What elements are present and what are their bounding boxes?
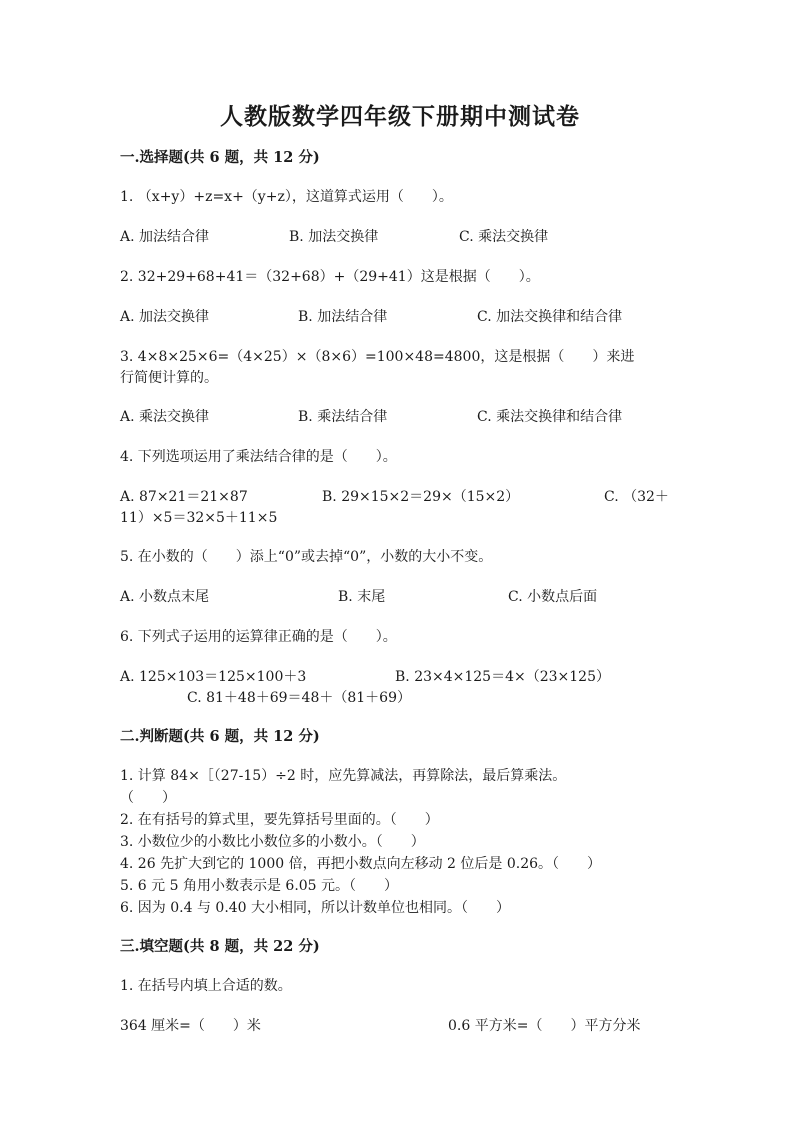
question-6: 6. 下列式子运用的运算律正确的是（ ）。 xyxy=(120,629,397,645)
judge-item-6: 6. 因为 0.4 与 0.40 大小相同，所以计数单位也相同。（ ） xyxy=(120,900,511,916)
q2-option-c: C. 加法交换律和结合律 xyxy=(477,309,623,325)
question-3-line1: 3. 4×8×25×6=（4×25）×（8×6）=100×48=4800，这是根据（ ）来进 xyxy=(120,349,635,365)
q5-option-b: B. 末尾 xyxy=(338,589,386,605)
q4-option-c: C. （32＋ xyxy=(604,489,669,505)
q4-option-b: B. 29×15×2＝29×（15×2） xyxy=(322,489,520,505)
section-heading-choice: 一.选择题(共 6 题，共 12 分) xyxy=(120,149,320,166)
fill-item-left: 364 厘米=（ ）米 xyxy=(120,1018,261,1034)
q6-option-b: B. 23×4×125＝4×（23×125） xyxy=(395,669,610,685)
q2-option-b: B. 加法结合律 xyxy=(298,309,388,325)
q3-option-b: B. 乘法结合律 xyxy=(298,409,388,425)
q6-option-a: A. 125×103＝125×100＋3 xyxy=(120,669,307,685)
q6-option-c: C. 81＋48＋69＝48＋（81＋69） xyxy=(187,690,411,706)
question-2: 2. 32+29+68+41＝（32+68）+（29+41）这是根据（ ）。 xyxy=(120,269,540,285)
judge-item-4: 4. 26 先扩大到它的 1000 倍，再把小数点向左移动 2 位后是 0.26。（ ） xyxy=(120,856,602,872)
q4-option-a: A. 87×21＝21×87 xyxy=(120,489,248,505)
fill-item-right: 0.6 平方米=（ ）平方分米 xyxy=(448,1018,641,1034)
section-heading-judgement: 二.判断题(共 6 题，共 12 分) xyxy=(120,728,320,745)
fill-question-1: 1. 在括号内填上合适的数。 xyxy=(120,978,292,994)
page-title: 人教版数学四年级下册期中测试卷 xyxy=(220,103,580,130)
q1-option-c: C. 乘法交换律 xyxy=(459,229,549,245)
judge-item-3: 3. 小数位少的小数比小数位多的小数小。（ ） xyxy=(120,834,425,850)
q1-option-a: A. 加法结合律 xyxy=(120,229,210,245)
question-1: 1. （x+y）+z=x+（y+z），这道算式运用（ ）。 xyxy=(120,189,453,205)
q3-option-c: C. 乘法交换律和结合律 xyxy=(477,409,623,425)
question-3-line2: 行简便计算的。 xyxy=(120,370,218,386)
judge-item-1: 1. 计算 84×［（27-15）÷2 时，应先算减法，再算除法，最后算乘法。 xyxy=(120,768,567,784)
question-5: 5. 在小数的（ ）添上“0”或去掉“0”，小数的大小不变。 xyxy=(120,549,493,565)
q4-option-c-continued: 11）×5＝32×5＋11×5 xyxy=(120,510,278,526)
judge-item-2: 2. 在有括号的算式里，要先算括号里面的。（ ） xyxy=(120,812,439,828)
q5-option-a: A. 小数点末尾 xyxy=(120,589,210,605)
q3-option-a: A. 乘法交换律 xyxy=(120,409,210,425)
q1-option-b: B. 加法交换律 xyxy=(289,229,379,245)
judge-item-5: 5. 6 元 5 角用小数表示是 6.05 元。（ ） xyxy=(120,878,399,894)
q2-option-a: A. 加法交换律 xyxy=(120,309,210,325)
question-4: 4. 下列选项运用了乘法结合律的是（ ）。 xyxy=(120,449,397,465)
judge-item-1-bracket: （ ） xyxy=(120,790,176,806)
q5-option-c: C. 小数点后面 xyxy=(508,589,598,605)
section-heading-fill: 三.填空题(共 8 题，共 22 分) xyxy=(120,938,320,955)
